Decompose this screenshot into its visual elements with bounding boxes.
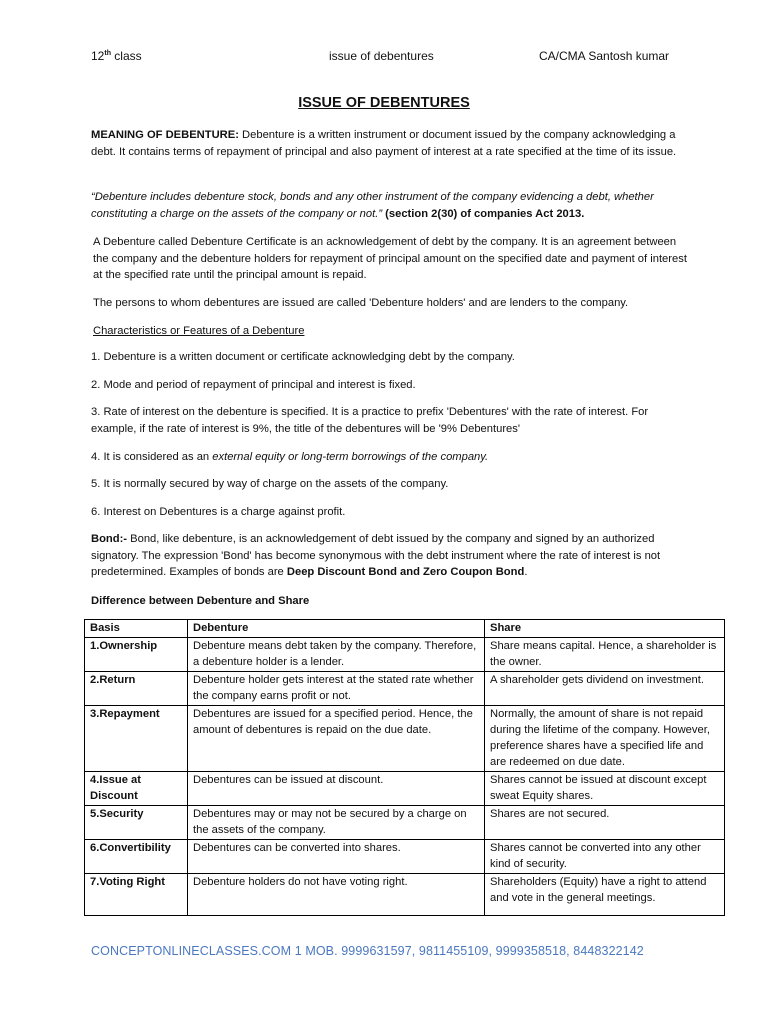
- basis-cell: 7.Voting Right: [85, 874, 188, 916]
- page-title: ISSUE OF DEBENTURES: [298, 95, 470, 111]
- footer-contact: CONCEPTONLINECLASSES.COM 1 MOB. 9999631597, 9811455109, 9999358518, 8448322142: [91, 944, 644, 958]
- basis-cell: 4.Issue at Discount: [85, 772, 188, 806]
- definition-quote: “Debenture includes debenture stock, bonds and any other instrument of the company evidencing a debt, whether constituting a charge on the assets of the company or not.” (section 2(30) of companies Act 2013.: [91, 191, 654, 220]
- debenture-cell: Debentures may or may not be secured by a charge on the assets of the company.: [188, 806, 485, 840]
- feature-item: 6. Interest on Debentures is a charge against profit.: [91, 506, 346, 518]
- header-author: CA/CMA Santosh kumar: [539, 49, 670, 63]
- debenture-cell: Debentures are issued for a specified period. Hence, the amount of debentures is repaid on the due date.: [188, 706, 485, 772]
- table-row: [85, 772, 725, 806]
- basis-cell: 2.Return: [85, 672, 188, 706]
- basis-cell: 5.Security: [85, 806, 188, 840]
- share-cell: Share means capital. Hence, a shareholder is the owner.: [485, 638, 725, 672]
- debenture-cell: Debentures can be converted into shares.: [188, 840, 485, 874]
- bond-label: Bond:-: [91, 533, 128, 545]
- column-header-basis: Basis: [85, 620, 188, 638]
- share-cell: Shares cannot be converted into any other kind of security.: [485, 840, 725, 874]
- debenture-cell: Debentures can be issued at discount.: [188, 772, 485, 806]
- feature-item: 3. Rate of interest on the debenture is specified. It is a practice to prefix 'Debentures' with the rate of interest. For example, if the rate of interest is 9%, the title of the debentures will be '9% Debentures': [91, 406, 649, 435]
- feature-item: 4. It is considered as an external equity or long-term borrowings of the company.: [91, 451, 489, 463]
- share-cell: Shares are not secured.: [485, 806, 725, 840]
- meaning-label: MEANING OF DEBENTURE:: [91, 129, 239, 141]
- feature-item: 1. Debenture is a written document or certificate acknowledging debt by the company.: [91, 351, 515, 363]
- basis-cell: 3.Repayment: [85, 706, 188, 772]
- holders-paragraph: The persons to whom debentures are issued are called 'Debenture holders' and are lenders to the company.: [93, 297, 629, 309]
- section-reference: (section 2(30) of companies Act 2013.: [382, 207, 585, 220]
- bond-paragraph: Bond:- Bond, like debenture, is an acknowledgement of debt issued by the company and signed by an authorized signatory. The expression 'Bond' has become synonymous with the debt instrument where the rate of interest is not predetermined. Examples of bonds are Deep Discount Bond and Zero Coupon Bond.: [91, 533, 661, 578]
- difference-table: [84, 619, 725, 916]
- table-row: [85, 806, 725, 840]
- debenture-cell: Debenture holder gets interest at the stated rate whether the company earns profit or not.: [188, 672, 485, 706]
- feature-item: 2. Mode and period of repayment of principal and interest is fixed.: [91, 379, 416, 391]
- header-topic: issue of debentures: [329, 49, 434, 63]
- debenture-cell: Debenture means debt taken by the company. Therefore, a debenture holder is a lender.: [188, 638, 485, 672]
- share-cell: Shares cannot be issued at discount except sweat Equity shares.: [485, 772, 725, 806]
- difference-heading: Difference between Debenture and Share: [91, 595, 310, 607]
- column-header-share: Share: [485, 620, 725, 638]
- meaning-paragraph: MEANING OF DEBENTURE: Debenture is a written instrument or document issued by the company acknowledging a debt. It contains terms of repayment of principal and also payment of interest at a rate specified at the time of its issue.: [91, 129, 677, 158]
- column-header-debenture: Debenture: [188, 620, 485, 638]
- table-row: [85, 672, 725, 706]
- share-cell: Shareholders (Equity) have a right to attend and vote in the general meetings.: [485, 874, 725, 916]
- table-header-row: [85, 620, 725, 638]
- certificate-paragraph: A Debenture called Debenture Certificate is an acknowledgement of debt by the company. It is an agreement between the company and the debenture holders for repayment of principal amount on the specified date and payment of interest at the specified rate until the principal amount is repaid.: [93, 236, 687, 281]
- basis-cell: 1.Ownership: [85, 638, 188, 672]
- header-class: 12th class: [91, 49, 142, 63]
- table-row: [85, 706, 725, 772]
- debenture-cell: Debenture holders do not have voting right.: [188, 874, 485, 916]
- table-row: [85, 840, 725, 874]
- table-row: [85, 638, 725, 672]
- share-cell: Normally, the amount of share is not repaid during the lifetime of the company. However, preference shares have a specified life and are redeemed on due date.: [485, 706, 725, 772]
- feature-item: 5. It is normally secured by way of charge on the assets of the company.: [91, 478, 449, 490]
- share-cell: A shareholder gets dividend on investment.: [485, 672, 725, 706]
- basis-cell: 6.Convertibility: [85, 840, 188, 874]
- characteristics-heading: Characteristics or Features of a Debenture: [93, 325, 305, 337]
- table-row: [85, 874, 725, 916]
